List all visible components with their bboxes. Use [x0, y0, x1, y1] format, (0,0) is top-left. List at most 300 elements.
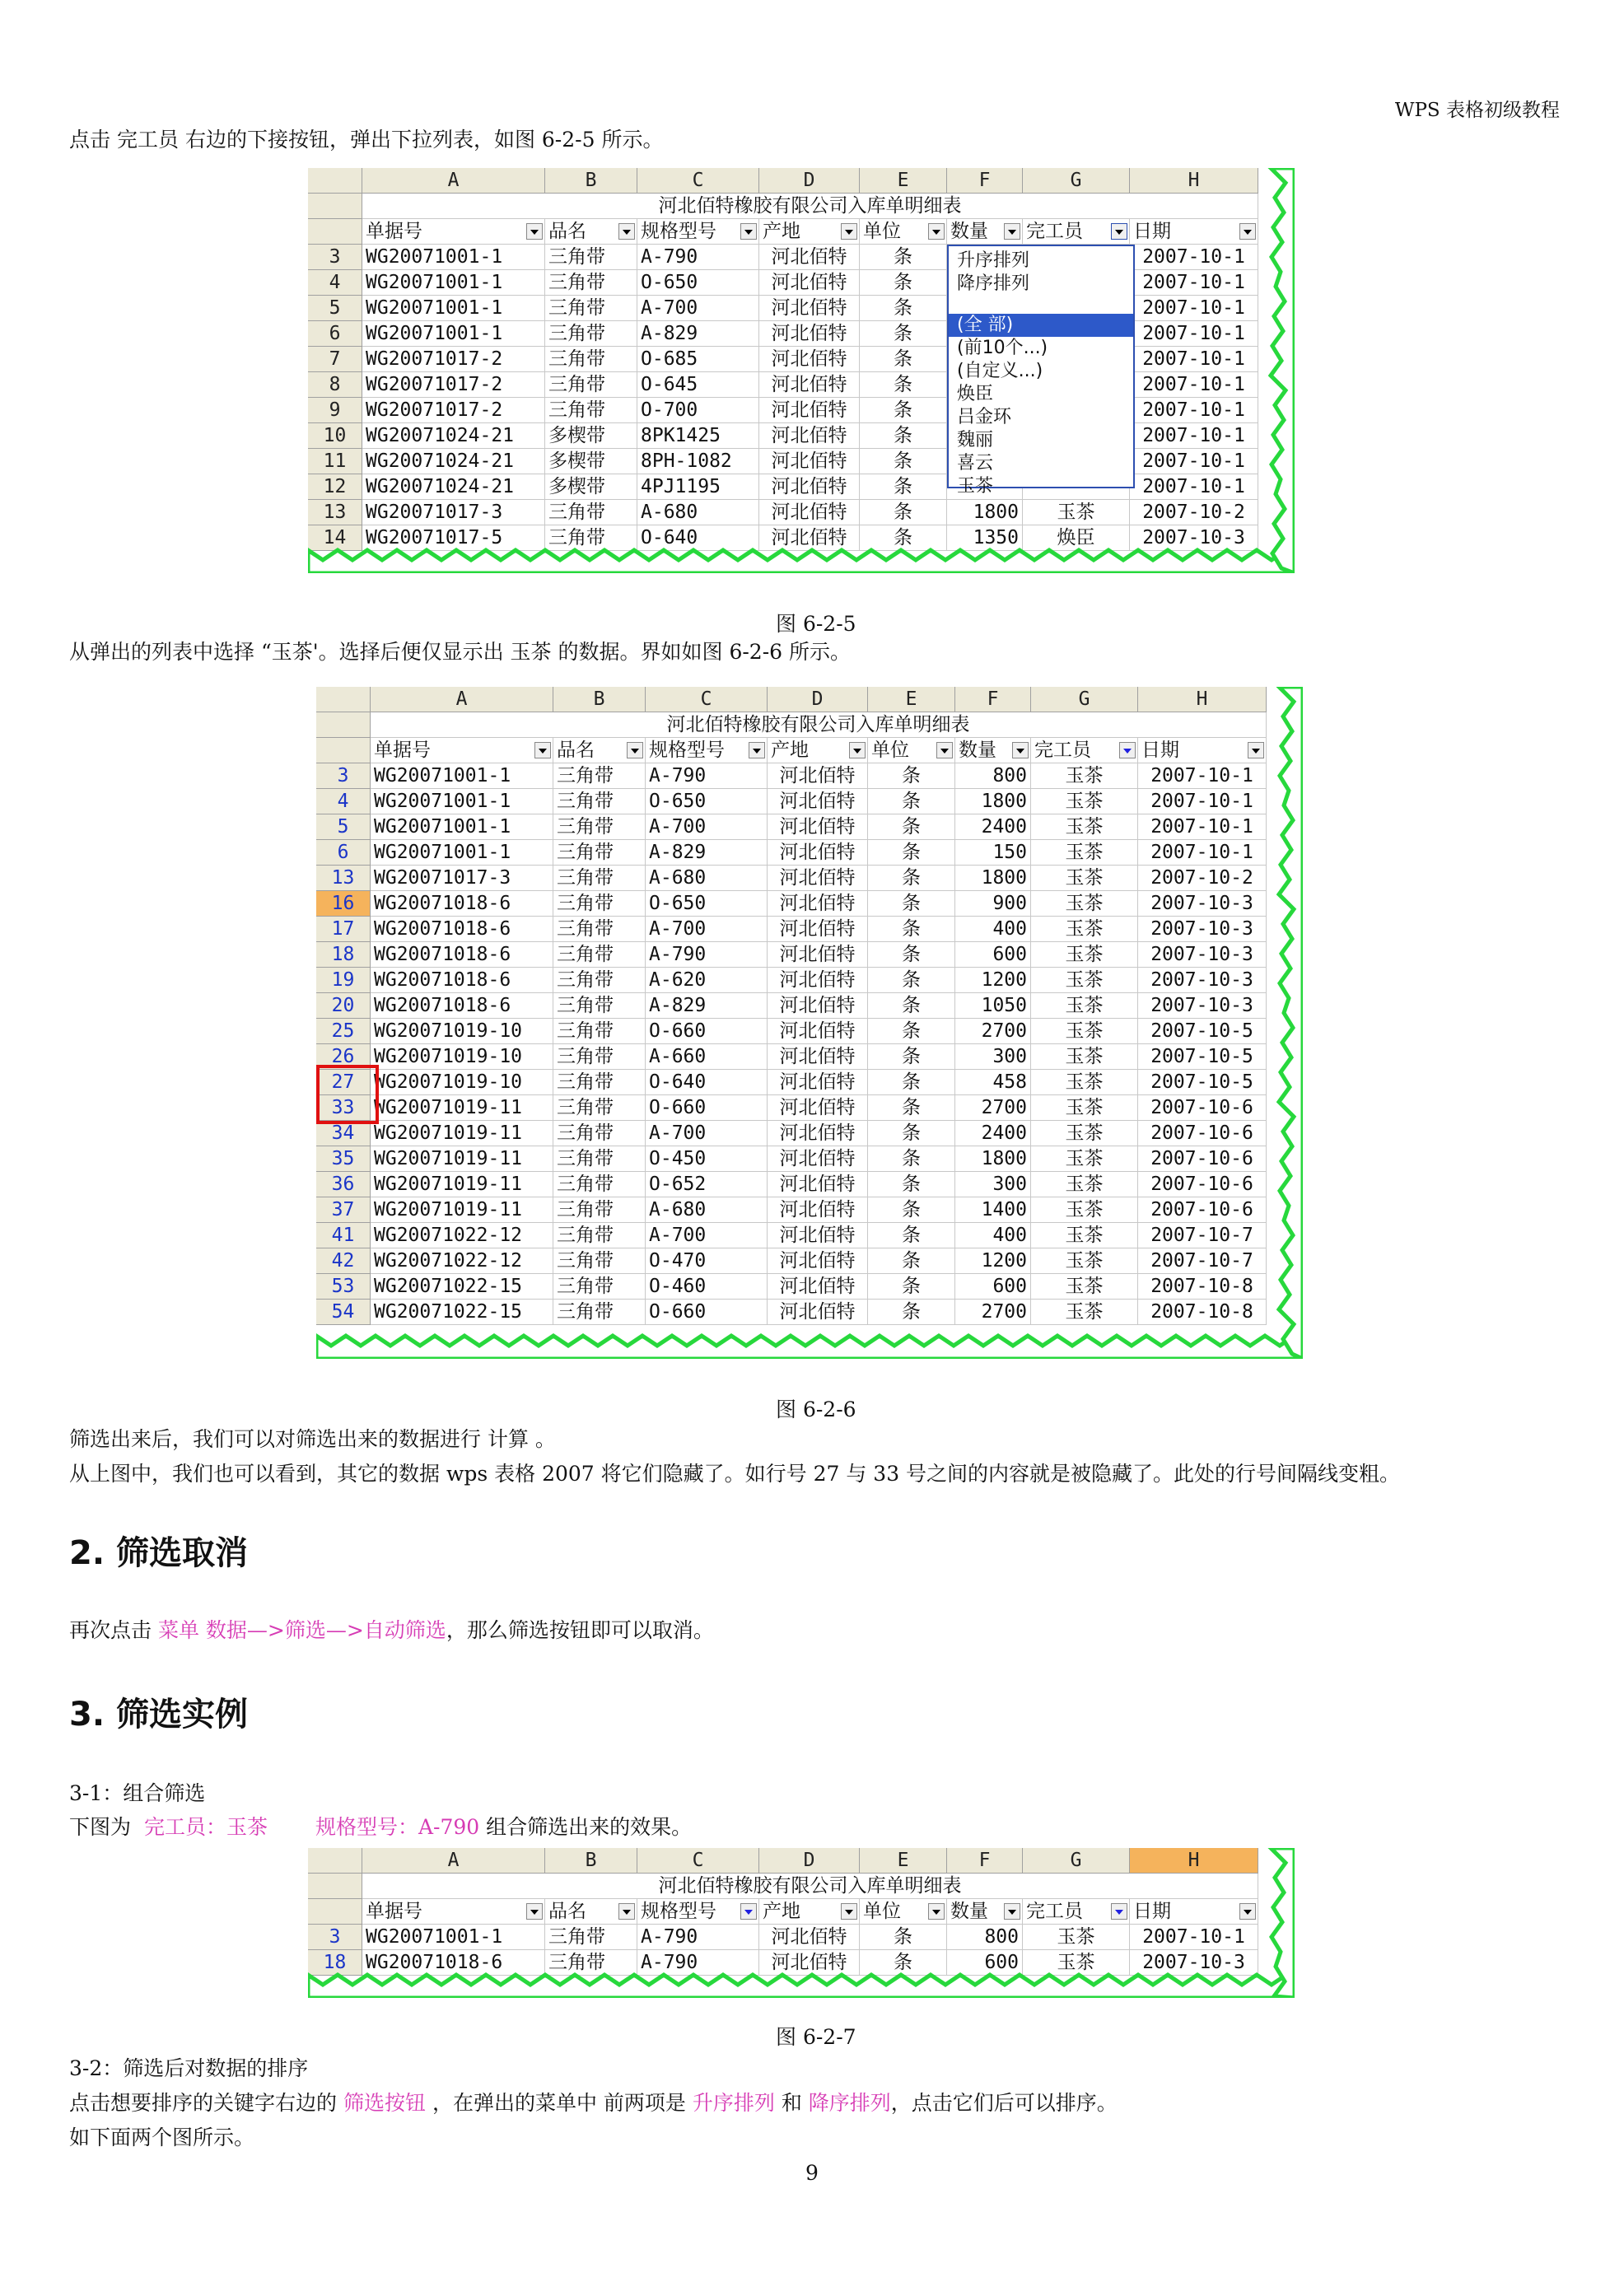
- row-header[interactable]: 18: [308, 1950, 362, 1976]
- page-number: 9: [805, 2161, 819, 2185]
- table-cell: WG20071018-6: [362, 1950, 545, 1976]
- table-cell: 河北佰特: [759, 449, 860, 474]
- table-cell: 河北佰特: [768, 1248, 868, 1274]
- table-cell: 三角带: [553, 1095, 646, 1121]
- table-cell: 河北佰特: [759, 1925, 860, 1950]
- figure-6-2-6-caption: 图 6-2-6: [776, 1398, 856, 1421]
- row-header[interactable]: 18: [316, 942, 371, 968]
- column-header-g[interactable]: G: [1023, 1848, 1130, 1874]
- table-cell: 三角带: [553, 1223, 646, 1248]
- column-header-d[interactable]: D: [768, 687, 868, 712]
- table-cell: A-700: [646, 917, 768, 942]
- header-label: 数量: [950, 1901, 988, 1922]
- header-label: 完工员: [1026, 1901, 1083, 1922]
- table-cell: WG20071024-21: [362, 474, 545, 500]
- table-cell: O-645: [637, 372, 759, 398]
- table-cell: 玉茶: [1031, 789, 1138, 814]
- figure-6-2-5-caption: 图 6-2-5: [776, 612, 856, 636]
- row-header[interactable]: 7: [308, 347, 362, 372]
- row-header[interactable]: 27: [316, 1070, 371, 1095]
- table-cell: A-700: [646, 1223, 768, 1248]
- header-label: 单位: [863, 221, 901, 242]
- table-cell: 2007-10-3: [1130, 1950, 1258, 1976]
- table-cell: 玉茶: [1031, 942, 1138, 968]
- figure-6-2-7-caption: 图 6-2-7: [776, 2025, 856, 2049]
- table-cell: 条: [868, 1300, 955, 1325]
- table-cell: 玉茶: [1031, 1095, 1138, 1121]
- table-cell: 2007-10-6: [1138, 1095, 1267, 1121]
- table-cell: WG20071001-1: [362, 321, 545, 347]
- table-cell: 三角带: [553, 1248, 646, 1274]
- row-header[interactable]: 26: [316, 1044, 371, 1070]
- table-cell: 焕臣: [1023, 525, 1130, 551]
- intro-text-before: 点击: [69, 128, 111, 152]
- table-cell: 2400: [955, 1121, 1031, 1146]
- table-cell: 三角带: [545, 1925, 637, 1950]
- table-cell: 条: [860, 500, 947, 525]
- header-label: 单位: [871, 740, 909, 761]
- section2-paragraph: [69, 1617, 714, 1644]
- table-cell: 玉茶: [1031, 891, 1138, 917]
- header-label: 完工员: [1026, 221, 1083, 242]
- table-cell: WG20071019-11: [371, 1197, 553, 1223]
- table-cell: 条: [860, 1950, 947, 1976]
- row-header[interactable]: 4: [308, 270, 362, 296]
- dropdown-option[interactable]: (自定义...): [957, 361, 1043, 381]
- column-header-f[interactable]: F: [947, 168, 1023, 194]
- column-header-g[interactable]: G: [1023, 168, 1130, 194]
- dropdown-option[interactable]: 升序排列: [957, 250, 1030, 271]
- table-cell: 三角带: [553, 993, 646, 1019]
- table-cell: WG20071017-3: [362, 500, 545, 525]
- row-header[interactable]: 35: [316, 1146, 371, 1172]
- table-cell: 三角带: [545, 270, 637, 296]
- row-header[interactable]: 12: [308, 474, 362, 500]
- table-cell: 玉茶: [1031, 1019, 1138, 1044]
- table-cell: 2700: [955, 1095, 1031, 1121]
- table-cell: 1400: [955, 1197, 1031, 1223]
- row-header[interactable]: 25: [316, 1019, 371, 1044]
- table-cell: 玉茶: [1031, 1070, 1138, 1095]
- table-cell: WG20071022-12: [371, 1223, 553, 1248]
- row-header[interactable]: 11: [308, 449, 362, 474]
- row-header[interactable]: 14: [308, 525, 362, 551]
- table-cell: O-660: [646, 1019, 768, 1044]
- table-cell: 三角带: [553, 1019, 646, 1044]
- column-header-b[interactable]: B: [553, 687, 646, 712]
- table-cell: 条: [868, 1248, 955, 1274]
- table-cell: 2007-10-3: [1138, 968, 1267, 993]
- table-cell: A-790: [637, 245, 759, 270]
- table-cell: WG20071022-15: [371, 1274, 553, 1300]
- table-cell: WG20071001-1: [362, 245, 545, 270]
- torn-edge-decoration: [316, 687, 1303, 1359]
- header-label: 单据号: [366, 1901, 422, 1922]
- table-cell: 三角带: [553, 840, 646, 866]
- table-cell: WG20071018-6: [371, 917, 553, 942]
- table-cell: 2700: [955, 1019, 1031, 1044]
- table-cell: 条: [868, 1019, 955, 1044]
- row-header[interactable]: 54: [316, 1300, 371, 1325]
- table-cell: 河北佰特: [768, 840, 868, 866]
- table-cell: 300: [955, 1044, 1031, 1070]
- table-cell: 1050: [955, 993, 1031, 1019]
- header-label: 品名: [557, 740, 595, 761]
- table-cell: 玉茶: [1031, 1044, 1138, 1070]
- table-cell: 2007-10-1: [1130, 321, 1258, 347]
- table-cell: WG20071001-1: [362, 296, 545, 321]
- row-header[interactable]: 10: [308, 423, 362, 449]
- row-header[interactable]: 34: [316, 1121, 371, 1146]
- table-cell: 条: [860, 398, 947, 423]
- sub1-text-after: 组合筛选出来的效果。: [486, 1815, 693, 1839]
- paragraph-hidden-rows: 从上图中，我们也可以看到，其它的数据 wps 表格 2007 将它们隐藏了。如行号 27 与 33 号之间的内容就是被隐藏了。此处的行号间隔线变粗。: [69, 1462, 1401, 1486]
- row-header[interactable]: 53: [316, 1274, 371, 1300]
- table-cell: 条: [860, 372, 947, 398]
- table-cell: 条: [868, 789, 955, 814]
- table-cell: 河北佰特: [768, 1121, 868, 1146]
- column-header-h[interactable]: H: [1130, 1848, 1258, 1874]
- table-cell: 8PK1425: [637, 423, 759, 449]
- table-cell: O-700: [637, 398, 759, 423]
- table-cell: 2007-10-1: [1130, 474, 1258, 500]
- table-cell: 三角带: [553, 1146, 646, 1172]
- table-cell: A-660: [646, 1044, 768, 1070]
- dropdown-option[interactable]: (前10个...): [957, 338, 1048, 358]
- table-cell: 玉茶: [1031, 866, 1138, 891]
- table-cell: 三角带: [545, 398, 637, 423]
- column-header-c[interactable]: C: [637, 168, 759, 194]
- table-cell: 2007-10-8: [1138, 1274, 1267, 1300]
- table-cell: 2007-10-1: [1130, 423, 1258, 449]
- table-cell: 三角带: [553, 1044, 646, 1070]
- table-cell: 河北佰特: [768, 866, 868, 891]
- table-cell: 玉茶: [1031, 968, 1138, 993]
- table-cell: 条: [860, 347, 947, 372]
- table-cell: 2400: [955, 814, 1031, 840]
- dropdown-option[interactable]: 降序排列: [957, 273, 1030, 294]
- table-cell: 2007-10-3: [1138, 993, 1267, 1019]
- table-cell: 三角带: [553, 1121, 646, 1146]
- column-header-c[interactable]: C: [637, 1848, 759, 1874]
- table-cell: O-640: [646, 1070, 768, 1095]
- column-header-h[interactable]: H: [1138, 687, 1267, 712]
- table-cell: 条: [868, 1044, 955, 1070]
- column-header-e[interactable]: E: [868, 687, 955, 712]
- table-cell: 河北佰特: [768, 1044, 868, 1070]
- table-cell: 条: [868, 1172, 955, 1197]
- table-cell: 河北佰特: [768, 1172, 868, 1197]
- row-header[interactable]: 3: [308, 1925, 362, 1950]
- sub2-text-mid1: ，在弹出的菜单中 前两项是: [432, 2091, 686, 2115]
- table-cell: 河北佰特: [768, 968, 868, 993]
- table-cell: WG20071022-12: [371, 1248, 553, 1274]
- table-cell: 条: [868, 891, 955, 917]
- table-cell: O-660: [646, 1095, 768, 1121]
- table-cell: 2007-10-7: [1138, 1223, 1267, 1248]
- row-header[interactable]: 3: [308, 245, 362, 270]
- table-cell: 1350: [947, 525, 1023, 551]
- table-cell: 条: [868, 917, 955, 942]
- table-cell: 河北佰特: [768, 1197, 868, 1223]
- table-cell: WG20071017-2: [362, 398, 545, 423]
- table-cell: 条: [860, 270, 947, 296]
- row-header[interactable]: 19: [316, 968, 371, 993]
- section2-text-after: ，那么筛选按钮即可以取消。: [446, 1618, 714, 1642]
- header-label: 产地: [763, 1901, 800, 1922]
- dropdown-option[interactable]: 吕金环: [957, 407, 1012, 427]
- header-label: 产地: [771, 740, 809, 761]
- table-cell: A-790: [646, 942, 768, 968]
- table-cell: O-660: [646, 1300, 768, 1325]
- sub1-condition-worker: 完工员：玉茶: [143, 1815, 268, 1839]
- figure-6-2-7-screenshot: [308, 1848, 1295, 1998]
- table-cell: 三角带: [553, 789, 646, 814]
- table-cell: 三角带: [553, 1070, 646, 1095]
- table-cell: 玉茶: [1031, 840, 1138, 866]
- column-header-e[interactable]: E: [860, 1848, 947, 1874]
- sheet-title: 河北佰特橡胶有限公司入库单明细表: [371, 712, 1267, 738]
- table-cell: 玉茶: [1031, 917, 1138, 942]
- intro-text-after: 右边的下接按钮，弹出下拉列表，如图 6-2-5 所示。: [184, 128, 664, 152]
- table-cell: WG20071001-1: [371, 840, 553, 866]
- row-header[interactable]: 37: [316, 1197, 371, 1223]
- table-cell: 2007-10-8: [1138, 1300, 1267, 1325]
- table-cell: 900: [955, 891, 1031, 917]
- column-header-a[interactable]: A: [362, 168, 545, 194]
- table-cell: 河北佰特: [759, 474, 860, 500]
- table-cell: 1800: [955, 789, 1031, 814]
- table-cell: 三角带: [553, 917, 646, 942]
- table-cell: 玉茶: [1031, 1300, 1138, 1325]
- table-cell: 150: [955, 840, 1031, 866]
- table-cell: 玉茶: [1031, 1274, 1138, 1300]
- table-cell: WG20071017-2: [362, 372, 545, 398]
- table-cell: WG20071001-1: [362, 270, 545, 296]
- column-header-c[interactable]: C: [646, 687, 768, 712]
- column-header-d[interactable]: D: [759, 168, 860, 194]
- row-header[interactable]: 42: [316, 1248, 371, 1274]
- table-cell: WG20071001-1: [371, 763, 553, 789]
- column-header-g[interactable]: G: [1031, 687, 1138, 712]
- table-cell: 多楔带: [545, 449, 637, 474]
- torn-edge-decoration: [308, 168, 1295, 573]
- column-header-d[interactable]: D: [759, 1848, 860, 1874]
- table-cell: A-700: [646, 1121, 768, 1146]
- row-header[interactable]: 16: [316, 891, 371, 917]
- row-header[interactable]: 6: [308, 321, 362, 347]
- table-cell: 2007-10-1: [1130, 449, 1258, 474]
- table-cell: O-650: [646, 789, 768, 814]
- table-cell: 三角带: [553, 1197, 646, 1223]
- table-cell: 河北佰特: [768, 1095, 868, 1121]
- table-cell: 2007-10-5: [1138, 1044, 1267, 1070]
- table-cell: 三角带: [553, 1274, 646, 1300]
- table-cell: 1800: [955, 866, 1031, 891]
- table-cell: 三角带: [545, 245, 637, 270]
- dropdown-option[interactable]: (全 部): [949, 314, 1133, 337]
- paragraph-calc: 筛选出来后，我们可以对筛选出来的数据进行 计算 。: [69, 1427, 556, 1451]
- table-cell: WG20071019-11: [371, 1121, 553, 1146]
- table-cell: 河北佰特: [768, 942, 868, 968]
- table-cell: 条: [860, 321, 947, 347]
- table-cell: 三角带: [545, 296, 637, 321]
- column-header-a[interactable]: A: [362, 1848, 545, 1874]
- table-cell: 条: [868, 1095, 955, 1121]
- table-cell: 条: [868, 1223, 955, 1248]
- row-header[interactable]: 9: [308, 398, 362, 423]
- header-label: 品名: [548, 221, 586, 242]
- column-header-e[interactable]: E: [860, 168, 947, 194]
- column-header-f[interactable]: F: [955, 687, 1031, 712]
- row-header[interactable]: 3: [316, 763, 371, 789]
- row-header[interactable]: 4: [316, 789, 371, 814]
- section2-menu-path: 菜单 数据—>筛选—>自动筛选: [157, 1618, 446, 1642]
- table-cell: 三角带: [545, 347, 637, 372]
- dropdown-option[interactable]: 焕臣: [957, 384, 994, 404]
- figure-6-2-6-screenshot: [316, 687, 1303, 1359]
- table-cell: 条: [860, 525, 947, 551]
- sub2-ascending-term: 升序排列: [692, 2091, 775, 2115]
- table-cell: 800: [947, 1925, 1023, 1950]
- sub2-text-after: ，点击它们后可以排序。: [890, 2091, 1118, 2115]
- table-cell: 2007-10-1: [1138, 840, 1267, 866]
- table-cell: O-450: [646, 1146, 768, 1172]
- table-cell: O-470: [646, 1248, 768, 1274]
- header-label: 日期: [1133, 1901, 1171, 1922]
- table-cell: 条: [868, 1070, 955, 1095]
- sheet-title: 河北佰特橡胶有限公司入库单明细表: [362, 1874, 1258, 1899]
- table-cell: 条: [868, 1274, 955, 1300]
- table-cell: 2007-10-1: [1130, 372, 1258, 398]
- table-cell: 玉茶: [1023, 500, 1130, 525]
- table-cell: A-790: [637, 1925, 759, 1950]
- table-cell: 三角带: [553, 1300, 646, 1325]
- dropdown-option[interactable]: 玉茶: [957, 476, 994, 497]
- table-cell: 河北佰特: [768, 917, 868, 942]
- section-heading-filter-examples: 3. 筛选实例: [69, 1696, 248, 1734]
- column-header-a[interactable]: A: [371, 687, 553, 712]
- row-header[interactable]: 8: [308, 372, 362, 398]
- table-cell: 玉茶: [1031, 1197, 1138, 1223]
- table-cell: 河北佰特: [759, 347, 860, 372]
- table-cell: 800: [955, 763, 1031, 789]
- table-cell: 河北佰特: [759, 245, 860, 270]
- table-cell: A-790: [637, 1950, 759, 1976]
- row-header[interactable]: 13: [308, 500, 362, 525]
- dropdown-option[interactable]: 喜云: [957, 453, 994, 474]
- subsection-3-1-paragraph: [69, 1814, 692, 1841]
- header-label: 规格型号: [641, 221, 716, 242]
- table-cell: 三角带: [553, 891, 646, 917]
- table-cell: WG20071017-5: [362, 525, 545, 551]
- table-cell: 600: [955, 942, 1031, 968]
- table-cell: 2007-10-1: [1130, 398, 1258, 423]
- table-cell: 条: [868, 840, 955, 866]
- column-header-b[interactable]: B: [545, 168, 637, 194]
- table-cell: 1200: [955, 968, 1031, 993]
- table-cell: 条: [860, 245, 947, 270]
- table-cell: 河北佰特: [768, 1300, 868, 1325]
- table-cell: 玉茶: [1023, 1950, 1130, 1976]
- table-cell: 条: [868, 942, 955, 968]
- table-cell: 玉茶: [1031, 763, 1138, 789]
- table-cell: 玉茶: [1031, 1146, 1138, 1172]
- table-cell: 2007-10-3: [1138, 891, 1267, 917]
- table-cell: 条: [868, 866, 955, 891]
- row-header[interactable]: 36: [316, 1172, 371, 1197]
- dropdown-option[interactable]: 魏丽: [957, 430, 994, 450]
- table-cell: 条: [868, 814, 955, 840]
- table-cell: 三角带: [553, 763, 646, 789]
- column-header-b[interactable]: B: [545, 1848, 637, 1874]
- paragraph-select-yucha: 从弹出的列表中选择 “玉茶'。选择后便仅显示出 玉茶 的数据。界如如图 6-2-6 所示。: [69, 640, 852, 664]
- table-cell: 条: [868, 1197, 955, 1223]
- sheet-title: 河北佰特橡胶有限公司入库单明细表: [362, 194, 1258, 219]
- table-cell: WG20071018-6: [371, 942, 553, 968]
- table-cell: 2007-10-5: [1138, 1070, 1267, 1095]
- table-cell: WG20071001-1: [371, 789, 553, 814]
- table-cell: 条: [860, 1925, 947, 1950]
- table-cell: 2007-10-7: [1138, 1248, 1267, 1274]
- row-header[interactable]: 20: [316, 993, 371, 1019]
- section-heading-cancel-filter: 2. 筛选取消: [69, 1534, 248, 1572]
- table-cell: WG20071018-6: [371, 968, 553, 993]
- table-cell: 河北佰特: [759, 423, 860, 449]
- table-cell: A-680: [646, 1197, 768, 1223]
- table-cell: O-640: [637, 525, 759, 551]
- header-label: 规格型号: [649, 740, 725, 761]
- row-header[interactable]: 13: [316, 866, 371, 891]
- subsection-3-2-paragraph: [69, 2090, 1118, 2116]
- table-cell: WG20071018-6: [371, 993, 553, 1019]
- table-cell: 600: [947, 1950, 1023, 1976]
- header-label: 产地: [763, 221, 800, 242]
- table-cell: 条: [868, 993, 955, 1019]
- row-header[interactable]: 5: [316, 814, 371, 840]
- table-cell: 2007-10-1: [1138, 763, 1267, 789]
- row-header[interactable]: 41: [316, 1223, 371, 1248]
- table-cell: 河北佰特: [768, 993, 868, 1019]
- column-header-f[interactable]: F: [947, 1848, 1023, 1874]
- table-cell: 2007-10-3: [1138, 942, 1267, 968]
- table-cell: 条: [868, 1121, 955, 1146]
- table-cell: 条: [868, 968, 955, 993]
- table-cell: 玉茶: [1023, 1925, 1130, 1950]
- table-cell: 2007-10-1: [1130, 347, 1258, 372]
- table-cell: 河北佰特: [768, 814, 868, 840]
- table-cell: 多楔带: [545, 423, 637, 449]
- table-cell: 河北佰特: [759, 398, 860, 423]
- table-cell: 300: [955, 1172, 1031, 1197]
- table-cell: 河北佰特: [759, 500, 860, 525]
- table-cell: 三角带: [545, 500, 637, 525]
- table-cell: 1800: [947, 500, 1023, 525]
- table-cell: O-652: [646, 1172, 768, 1197]
- table-cell: 三角带: [553, 1172, 646, 1197]
- table-cell: WG20071019-10: [371, 1019, 553, 1044]
- table-cell: 2007-10-6: [1138, 1172, 1267, 1197]
- table-cell: 2007-10-1: [1130, 1925, 1258, 1950]
- row-header[interactable]: 6: [316, 840, 371, 866]
- column-header-h[interactable]: H: [1130, 168, 1258, 194]
- row-header[interactable]: 5: [308, 296, 362, 321]
- table-cell: 河北佰特: [759, 525, 860, 551]
- table-cell: 三角带: [545, 525, 637, 551]
- header-label: 日期: [1133, 221, 1171, 242]
- row-header[interactable]: 33: [316, 1095, 371, 1121]
- row-header[interactable]: 17: [316, 917, 371, 942]
